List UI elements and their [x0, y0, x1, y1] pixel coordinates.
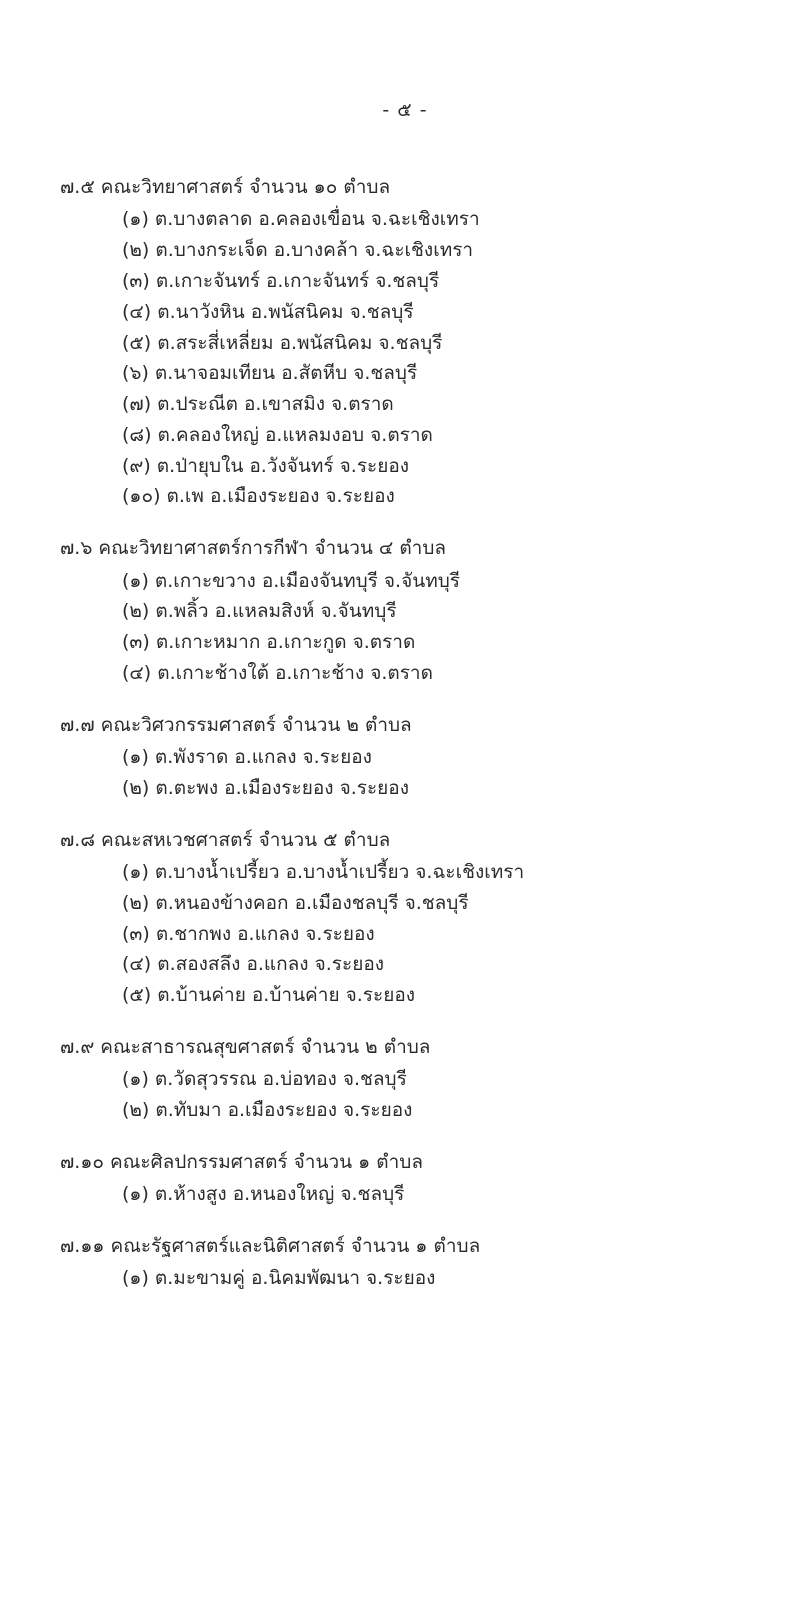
list-item: (๑) ต.บางน้ำเปรี้ยว อ.บางน้ำเปรี้ยว จ.ฉะเชิงเทรา: [122, 861, 525, 883]
list-item: (๗) ต.ประณีต อ.เขาสมิง จ.ตราด: [122, 393, 394, 416]
list-item: (๑๐) ต.เพ อ.เมืองระยอง จ.ระยอง: [122, 485, 395, 508]
subdistrict-list: [60, 857, 740, 1011]
subdistrict-list: [60, 1179, 740, 1210]
list-item: (๑) ต.เกาะขวาง อ.เมืองจันทบุรี จ.จันทบุรี: [122, 569, 461, 592]
list-item: (๒) ต.พลิ้ว อ.แหลมสิงห์ จ.จันทบุรี: [122, 600, 397, 623]
section-heading: ๗.๘ คณะสหเวชศาสตร์ จำนวน ๕ ตำบล: [60, 828, 391, 851]
section-heading: ๗.๙ คณะสาธารณสุขศาสตร์ จำนวน ๒ ตำบล: [60, 1035, 431, 1058]
subdistrict-list: [60, 1064, 740, 1126]
list-item: (๓) ต.เกาะหมาก อ.เกาะกูด จ.ตราด: [122, 631, 416, 654]
section-heading: ๗.๑๑ คณะรัฐศาสตร์และนิติศาสตร์ จำนวน ๑ ตำบล: [60, 1235, 481, 1257]
section-heading: ๗.๑๐ คณะศิลปกรรมศาสตร์ จำนวน ๑ ตำบล: [60, 1150, 423, 1173]
list-item: (๓) ต.เกาะจันทร์ อ.เกาะจันทร์ จ.ชลบุรี: [122, 269, 440, 292]
list-item: (๕) ต.สระสี่เหลี่ยม อ.พนัสนิคม จ.ชลบุรี: [122, 331, 443, 354]
list-item: (๔) ต.เกาะช้างใต้ อ.เกาะช้าง จ.ตราด: [122, 661, 433, 684]
faculty-section: [60, 173, 740, 512]
list-item: (๓) ต.ชากพง อ.แกลง จ.ระยอง: [122, 922, 375, 945]
document-body: [60, 173, 740, 1294]
faculty-section: [60, 826, 740, 1011]
list-item: (๔) ต.นาวังหิน อ.พนัสนิคม จ.ชลบุรี: [122, 300, 414, 323]
subdistrict-list: [60, 204, 740, 512]
faculty-section: [60, 1232, 740, 1294]
list-item: (๑) ต.ห้างสูง อ.หนองใหญ่ จ.ชลบุรี: [122, 1183, 405, 1206]
faculty-section: [60, 1033, 740, 1126]
list-item: (๕) ต.บ้านค่าย อ.บ้านค่าย จ.ระยอง: [122, 984, 416, 1007]
list-item: (๑) ต.บางตลาด อ.คลองเขื่อน จ.ฉะเชิงเทรา: [122, 208, 480, 231]
list-item: (๒) ต.บางกระเจ็ด อ.บางคล้า จ.ฉะเชิงเทรา: [122, 239, 474, 262]
list-item: (๒) ต.ตะพง อ.เมืองระยอง จ.ระยอง: [122, 776, 409, 799]
subdistrict-list: [60, 1263, 740, 1294]
subdistrict-list: [60, 566, 740, 689]
list-item: (๑) ต.วัดสุวรรณ อ.บ่อทอง จ.ชลบุรี: [122, 1068, 407, 1091]
page-number: - ๕ -: [382, 99, 428, 121]
list-item: (๖) ต.นาจอมเทียน อ.สัตหีบ จ.ชลบุรี: [122, 362, 418, 385]
list-item: (๔) ต.สองสลึง อ.แกลง จ.ระยอง: [122, 953, 385, 976]
section-heading: ๗.๕ คณะวิทยาศาสตร์ จำนวน ๑๐ ตำบล: [60, 176, 391, 198]
faculty-section: [60, 1148, 740, 1210]
list-item: (๒) ต.ทับมา อ.เมืองระยอง จ.ระยอง: [122, 1099, 413, 1122]
section-heading: ๗.๗ คณะวิศวกรรมศาสตร์ จำนวน ๒ ตำบล: [60, 713, 412, 736]
list-item: (๙) ต.ป่ายุบใน อ.วังจันทร์ จ.ระยอง: [122, 454, 410, 477]
list-item: (๑) ต.มะขามคู่ อ.นิคมพัฒนา จ.ระยอง: [122, 1267, 436, 1290]
list-item: (๑) ต.พังราด อ.แกลง จ.ระยอง: [122, 746, 372, 769]
subdistrict-list: [60, 742, 740, 804]
list-item: (๒) ต.หนองข้างคอก อ.เมืองชลบุรี จ.ชลบุรี: [122, 891, 469, 914]
section-heading: ๗.๖ คณะวิทยาศาสตร์การกีฬา จำนวน ๔ ตำบล: [60, 537, 447, 560]
faculty-section: [60, 534, 740, 689]
list-item: (๘) ต.คลองใหญ่ อ.แหลมงอบ จ.ตราด: [122, 423, 433, 446]
faculty-section: [60, 711, 740, 804]
